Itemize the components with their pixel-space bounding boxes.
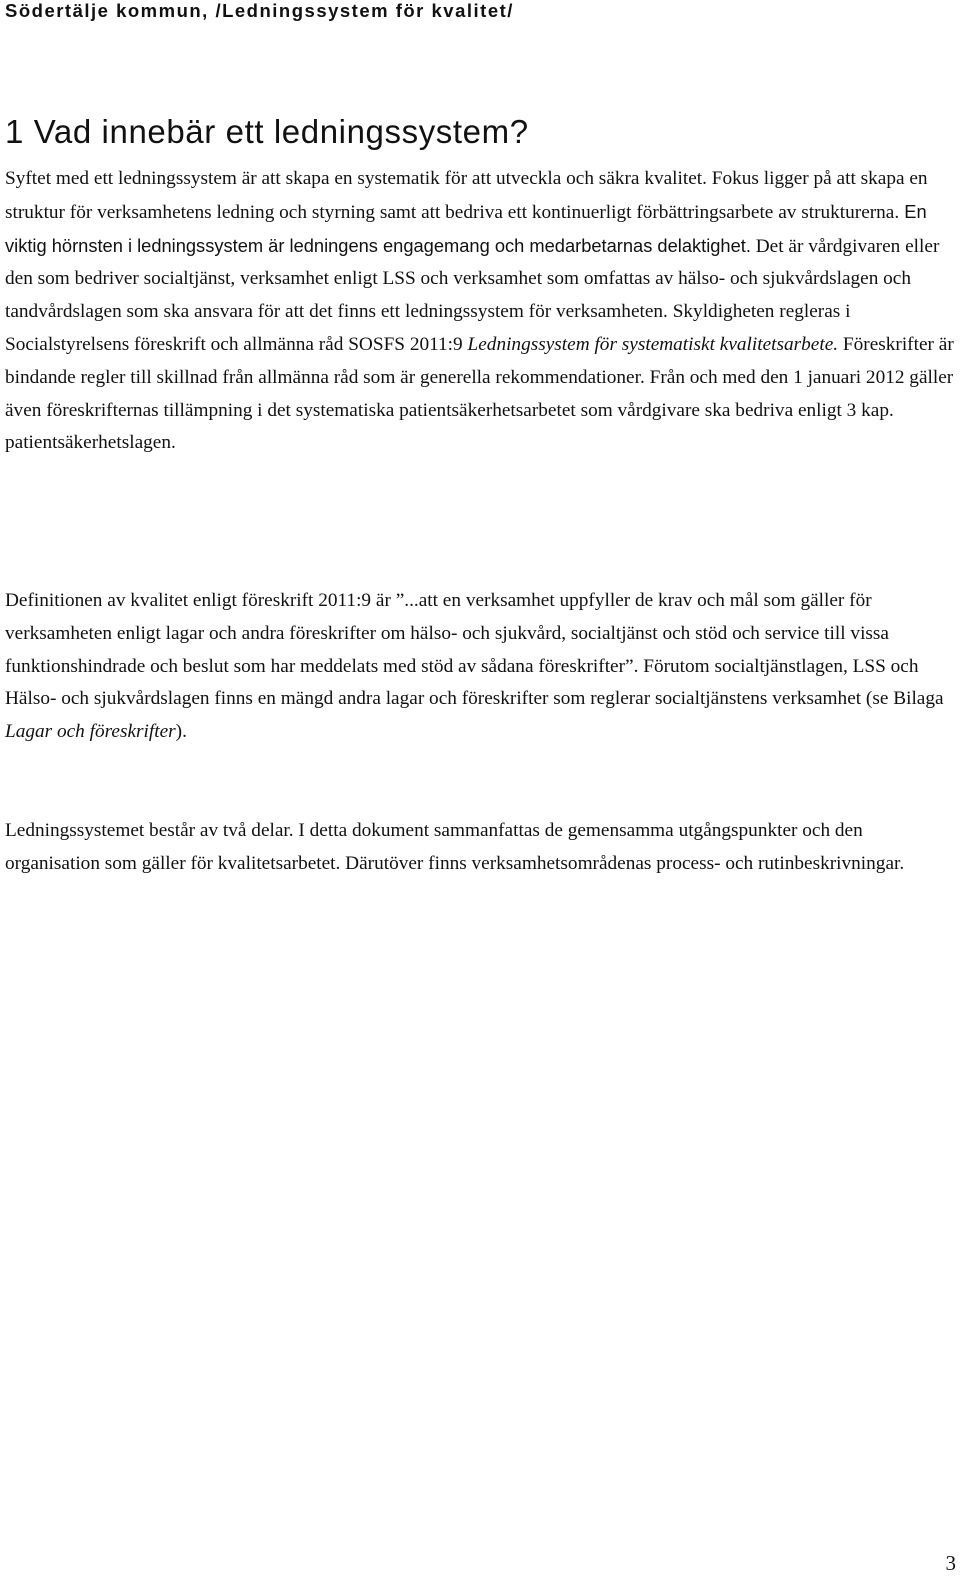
regulation-title: Ledningssystem för systematiskt kvalitetsarbete.: [467, 333, 839, 355]
paragraph-definition-end: ).: [175, 721, 187, 743]
running-header: Södertälje kommun, /Ledningssystem för kvalitet/: [5, 0, 514, 21]
paragraph-definition: [5, 585, 955, 749]
paragraph-purpose-sentence-1: Syftet med ett ledningssystem är att skapa en systematik för att utveckla och säkra kvalitet. Fokus ligger på att skapa en struktur för verksamhetens ledning och styrning samt att bedriva ett kontinuerligt förbättringsarbete av strukturerna.: [5, 168, 928, 223]
page-number: 3: [945, 1551, 956, 1575]
paragraph-purpose: [5, 163, 955, 460]
paragraph-structure: [5, 815, 955, 881]
paragraph-definition-text: Definitionen av kvalitet enligt föreskrift 2011:9 är ”...att en verksamhet uppfyller de krav och mål som gäller för verksamheten enligt lagar och andra föreskrifter om hälso- och sjukvård, socialtjänst och stöd och service till vissa funktionshindrade och beslut som har meddelats med stöd av sådana föreskrifter”. Förutom socialtjänstlagen, LSS och Hälso- och sjukvårdslagen finns en mängd andra lagar och föreskrifter som reglerar socialtjänstens verksamhet (se Bilaga: [5, 590, 944, 710]
appendix-title: Lagar och föreskrifter: [5, 721, 176, 743]
paragraph-purpose-sentence-2: En viktig hörnsten i ledningssystem är ledningens engagemang och medarbetarnas delaktighet.: [5, 200, 927, 256]
paragraph-purpose-sentence-3: Det är vårdgivaren eller den som bedriver socialtjänst, verksamhet enligt LSS och verksamhet som omfattas av hälso- och sjukvårdslagen och tandvårdslagen som ska ansvara för att det finns ett ledningssystem för verksamheten. Skyldigheten regleras i Socialstyrelsens föreskrift och allmänna råd SOSFS 2011:9: [5, 235, 940, 355]
paragraph-structure-text: Ledningssystemet består av två delar. I detta dokument sammanfattas de gemensamma utgångspunkter och den organisation som gäller för kvalitetsarbetet. Därutöver finns verksamhetsområdenas process- och rutinbeskrivningar.: [5, 820, 905, 874]
paragraph-purpose-sentence-4: Föreskrifter är bindande regler till skillnad från allmänna råd som är generella rekommendationer. Från och med den 1 januari 2012 gäller även föreskrifternas tillämpning i det systematiska patientsäkerhetsarbetet som vårdgivare ska bedriva enligt 3 kap. patientsäkerhetslagen.: [5, 333, 954, 454]
section-heading: 1 Vad innebär ett ledningssystem?: [5, 113, 529, 150]
